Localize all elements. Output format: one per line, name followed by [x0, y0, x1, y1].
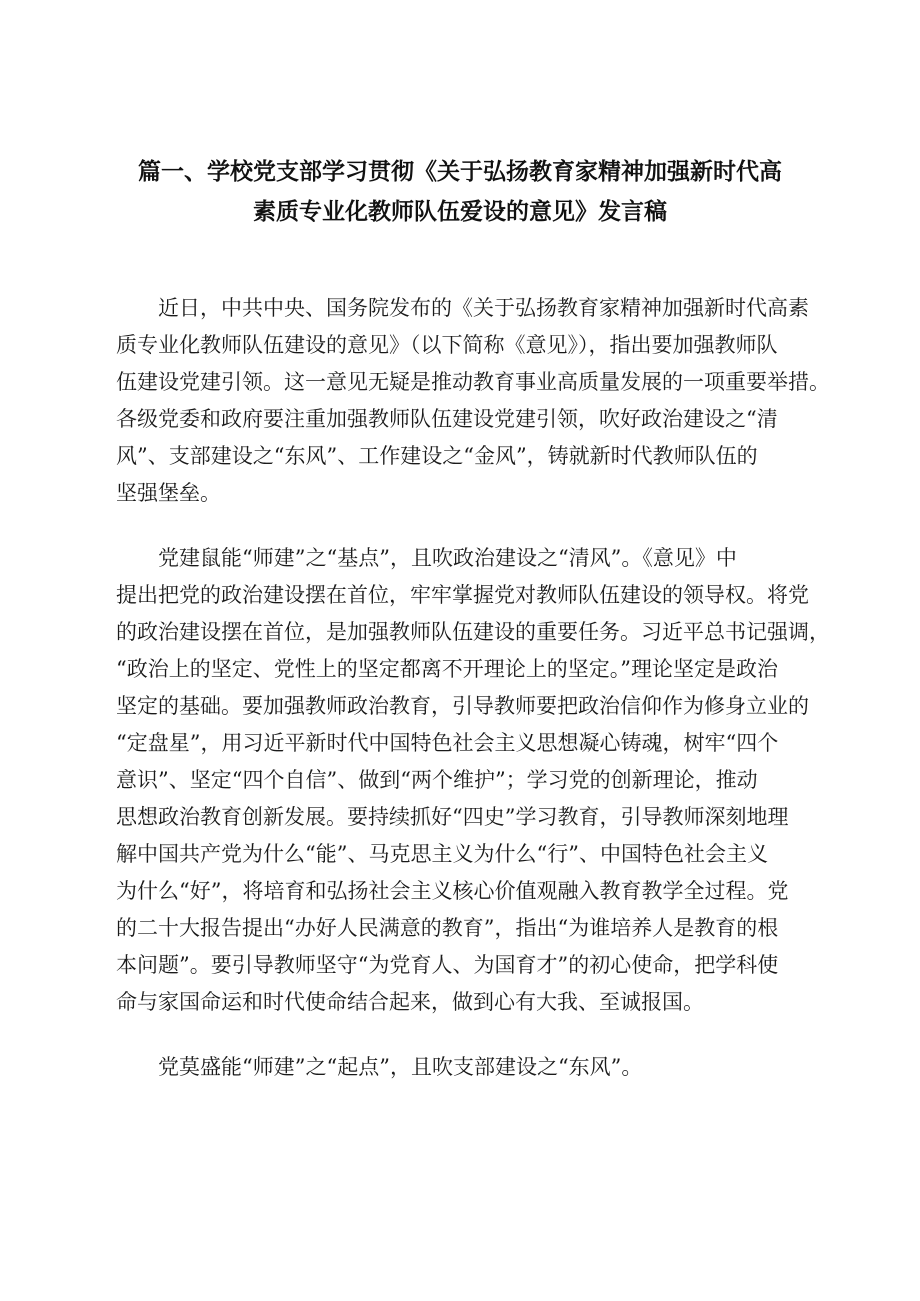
paragraph-line: 本问题”。要引导教师坚守“为党育人、为国育才”的初心使命，把学科使: [116, 953, 779, 977]
paragraph-line: 近日，中共中央、国务院发布的《关于弘扬教育家精神加强新时代高素: [158, 296, 809, 320]
title-line: 素质专业化教师队伍爱设的意见》发言稿: [253, 199, 667, 225]
paragraph-line: 坚定的基础。要加强教师政治教育，引导教师要把政治信仰作为修身立业的: [116, 694, 809, 718]
paragraph-line: 质专业化教师队伍建设的意见》（以下简称《意见》），指出要加强教师队: [116, 333, 778, 357]
paragraph-line: 的二十大报告提出“办好人民满意的教育”，指出“为谁培养人是教育的根: [116, 916, 779, 940]
paragraph-line: 的政治建设摆在首位，是加强教师队伍建设的重要任务。习近平总书记强调，: [116, 620, 830, 644]
paragraph-line: 意识”、坚定“四个自信”、做到“两个维护”；学习党的创新理论，推动: [116, 768, 758, 792]
title-line: 篇一、学校党支部学习贯彻《关于弘扬教育家精神加强新时代高: [138, 159, 782, 185]
paragraph-line: 党莫盛能“师建”之“起点”，且吹支部建设之“东风”。: [158, 1055, 643, 1079]
paragraph-line: 为什么“好”，将培育和弘扬社会主义核心价值观融入教育教学全过程。党: [116, 879, 789, 903]
document-title: [115, 152, 805, 232]
paragraph-line: “定盘星”，用习近平新时代中国特色社会主义思想凝心铸魂，树牢“四个: [116, 731, 779, 755]
paragraph-line: 风”、支部建设之“东风”、工作建设之“金风”，铸就新时代教师队伍的: [116, 444, 758, 468]
paragraph-line: 各级党委和政府要注重加强教师队伍建设党建引领，吹好政治建设之“清: [116, 407, 778, 431]
paragraph-line: 坚强堡垒。: [116, 481, 221, 505]
paragraph-3: [116, 1049, 806, 1086]
paragraph-line: 命与家国命运和时代使命结合起来，做到心有大我、至诚报国。: [116, 990, 704, 1014]
paragraph-line: 伍建设党建引领。这一意见无疑是推动教育事业高质量发展的一项重要举措。: [116, 370, 830, 394]
paragraph-line: 党建鼠能“师建”之“基点”，且吹政治建设之“清风”。《意见》中: [158, 546, 737, 570]
paragraph-line: “政治上的坚定、党性上的坚定都离不开理论上的坚定。”理论坚定是政治: [116, 657, 778, 681]
document-body: [116, 290, 830, 1114]
paragraph-1: [116, 290, 830, 512]
paragraph-line: 提出把党的政治建设摆在首位，牢牢掌握党对教师队伍建设的领导权。将党: [116, 583, 809, 607]
paragraph-2: [116, 540, 830, 1021]
paragraph-line: 解中国共产党为什么“能”、马克思主义为什么“行”、中国特色社会主义: [116, 842, 768, 866]
paragraph-line: 思想政治教育创新发展。要持续抓好“四史”学习教育，引导教师深刻地理: [116, 805, 789, 829]
